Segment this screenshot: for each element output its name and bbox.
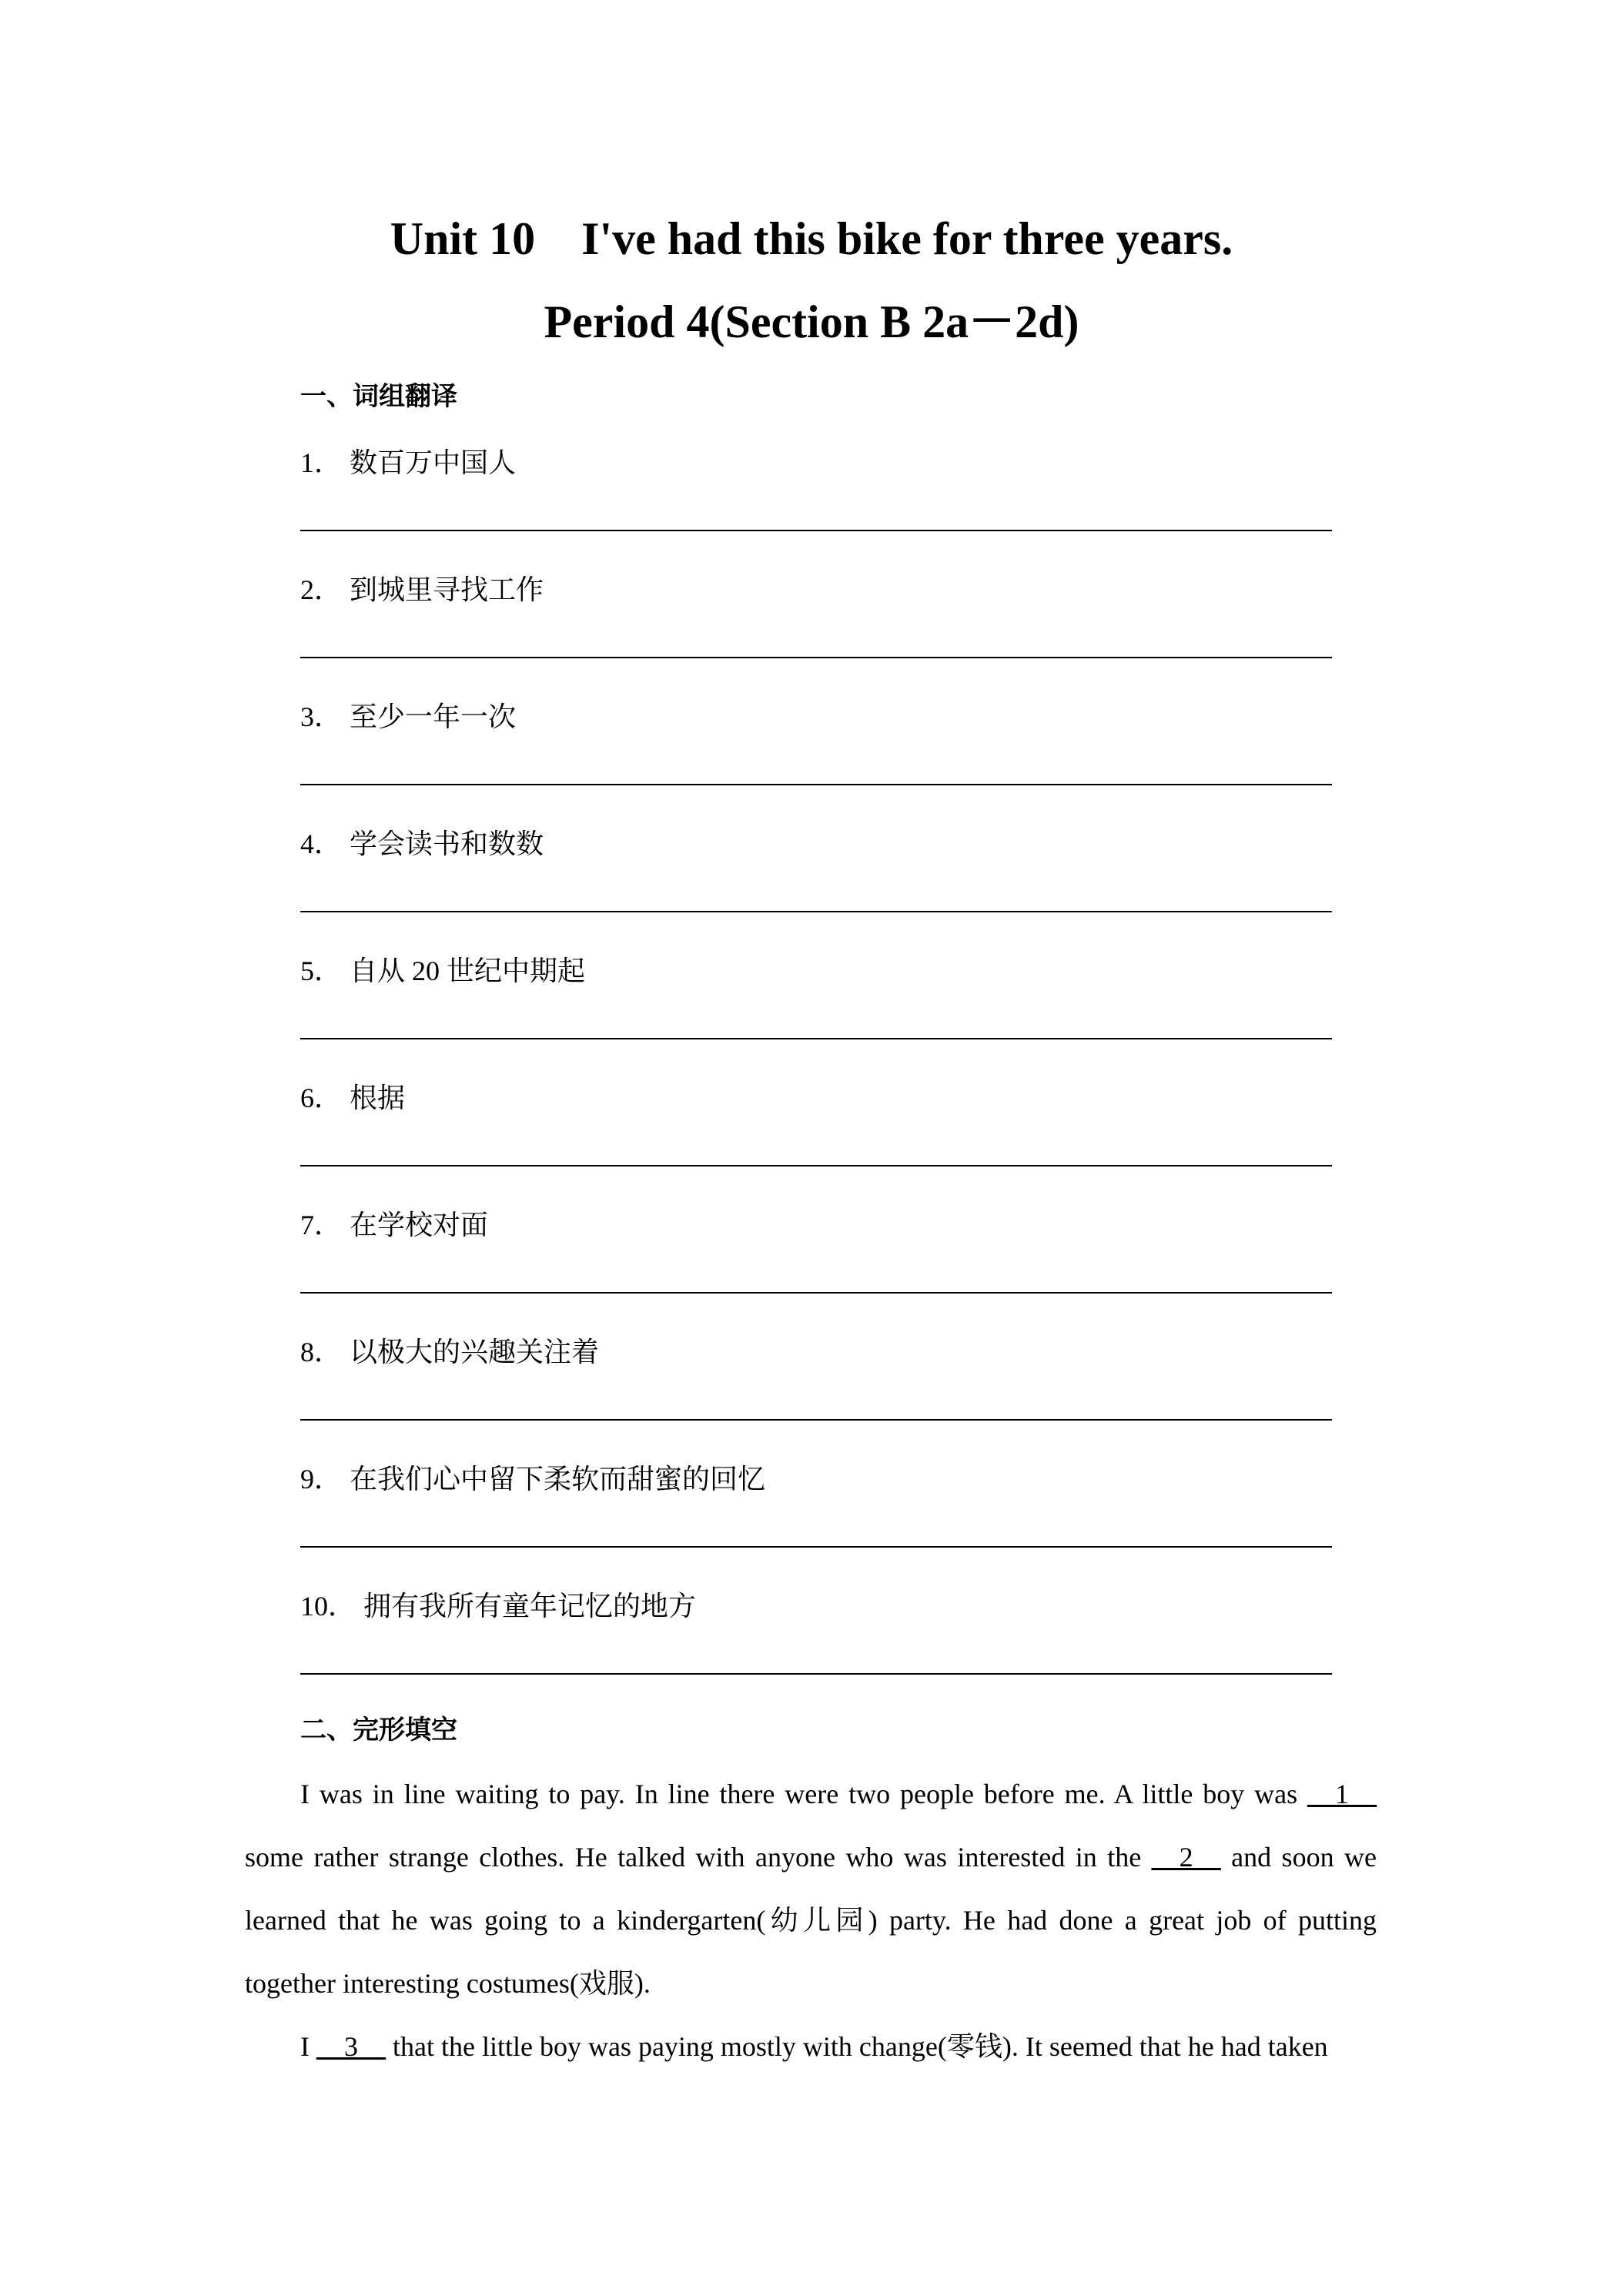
answer-line[interactable] xyxy=(300,784,1332,785)
item-prompt: 在我们心中留下柔软而甜蜜的回忆 xyxy=(350,1464,766,1494)
list-item xyxy=(300,824,1332,951)
cloze-blank-1[interactable]: __1__ xyxy=(1307,1779,1377,1809)
answer-line[interactable] xyxy=(300,1546,1332,1548)
item-prompt: 到城里寻找工作 xyxy=(350,574,544,605)
section-heading-cloze: 二、完形填空 xyxy=(300,1715,457,1745)
item-number: 6． xyxy=(300,1083,343,1113)
item-prompt: 在学校对面 xyxy=(350,1210,489,1240)
item-prompt: 根据 xyxy=(350,1083,406,1113)
unit-title: Unit 10 I've had this bike for three years. xyxy=(390,213,1233,264)
list-item xyxy=(300,1205,1332,1332)
answer-line[interactable] xyxy=(300,1292,1332,1294)
list-item xyxy=(300,443,1332,570)
list-item xyxy=(300,951,1332,1078)
answer-line[interactable] xyxy=(300,530,1332,531)
cloze-blank-2[interactable]: __2__ xyxy=(1151,1842,1221,1873)
item-prompt: 以极大的兴趣关注着 xyxy=(350,1337,600,1367)
answer-line[interactable] xyxy=(300,1165,1332,1166)
answer-line[interactable] xyxy=(300,1038,1332,1039)
item-number: 5． xyxy=(300,956,343,986)
answer-line[interactable] xyxy=(300,1673,1332,1675)
answer-line[interactable] xyxy=(300,1419,1332,1421)
item-number: 10． xyxy=(300,1591,356,1622)
list-item xyxy=(300,1078,1332,1205)
list-item xyxy=(300,1586,1332,1713)
item-number: 4． xyxy=(300,828,343,859)
list-item xyxy=(300,1459,1332,1586)
item-number: 7． xyxy=(300,1210,343,1240)
item-prompt: 数百万中国人 xyxy=(350,447,517,478)
section-heading-translation: 一、词组翻译 xyxy=(300,381,457,412)
item-number: 1． xyxy=(300,447,343,478)
list-item xyxy=(300,697,1332,824)
item-number: 2． xyxy=(300,574,343,605)
item-prompt: 自从 20 世纪中期起 xyxy=(350,956,586,986)
cloze-paragraph-1: I was in line waiting to pay. In line there were two people before me. A little boy was __1__ some rather strange clothes. He talked with anyone who was interested in the __2__ and soon we learned that he was going to a kindergarten(幼儿园) party. He had done a great job of putting together interesting costumes(戏服). xyxy=(245,1779,1377,1999)
cloze-paragraph-2: I __3__ that the little boy was paying mostly with change(零钱). It seemed that he had taken xyxy=(300,2031,1328,2062)
item-number: 8． xyxy=(300,1337,343,1367)
cloze-blank-3[interactable]: __3__ xyxy=(316,2031,386,2062)
item-prompt: 拥有我所有童年记忆的地方 xyxy=(363,1591,697,1622)
item-number: 9． xyxy=(300,1464,343,1494)
list-item xyxy=(300,570,1332,697)
item-prompt: 至少一年一次 xyxy=(350,701,517,732)
list-item xyxy=(300,1332,1332,1459)
item-number: 3． xyxy=(300,701,343,732)
answer-line[interactable] xyxy=(300,911,1332,912)
period-title: Period 4(Section B 2a－2d) xyxy=(544,296,1079,347)
item-prompt: 学会读书和数数 xyxy=(350,828,544,859)
answer-line[interactable] xyxy=(300,657,1332,658)
